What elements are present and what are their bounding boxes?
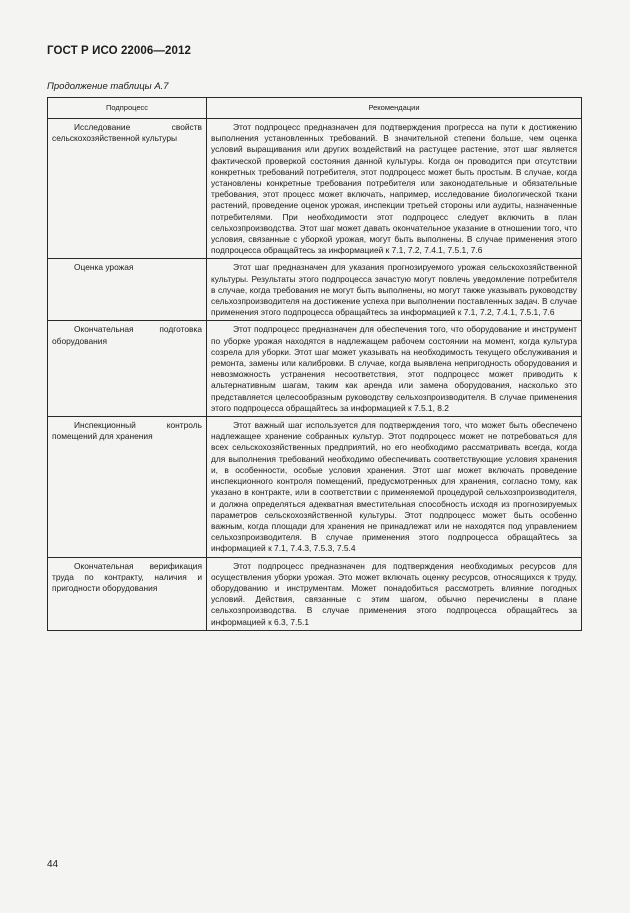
document-id: ГОСТ Р ИСО 22006—2012 (47, 45, 192, 57)
table-row (48, 321, 582, 417)
subprocess-text: Оценка урожая (74, 262, 134, 273)
subprocess-text: Окончательная верификация труда по контракту, наличия и пригодности оборудования (52, 560, 202, 593)
recommendation-text: Этот подпроцесс предназначен для подтверждения необходимых ресурсов для осуществления уборки урожая. Это может включать оценку ресурсов, относящихся к труду, оборудованию и инструментам. Может понадобиться рассмотреть влияние погодных условий. Действия, связанные с этим шагом, обычно перечислены в плане сельхозпроизводства. В случае применения этого подпроцесса обращайтесь за информацией к 6.3, 7.5.1 (211, 560, 577, 627)
column-header-subprocess: Подпроцесс (48, 98, 207, 119)
table-row (48, 417, 582, 557)
recommendation-text: Этот подпроцесс предназначен для обеспечения того, что оборудование и инструмент по уборке урожая находятся в надлежащем рабочем состоянии на момент, когда культура созрела для уборки. Этот шаг может указывать на необходимость текущего обслуживания и ремонта, замены или калибровки. В случае, когда выявлена непригодность оборудования и невозможность устранения несоответствия, этот подпроцесс может приводить к альтернативным шагам, таким как аренда или замена оборудования, насколько это представляется целесообразным руководству сельхозпроизводителя. В случае применения этого подпроцесса обращайтесь за информацией к 7.5.1, 8.2 (211, 324, 577, 413)
recommendation-text: Этот подпроцесс предназначен для подтверждения прогресса на пути к достижению выполнения установленных требований. В значительной степени больше, чем оценка условий выращивания или других воздействий на растущее растение, этот шаг является фактической проверкой состояния данной культуры. Когда он проводится при отсутствии конкретных требований потребителя, этот подпроцесс может быть простым. В случае, когда установлены конкретные требования потребителя или законодательные и обязательные требования, этот процесс может включать, например, исследование биологической ткани растений, проведение оценок урожая, инспекции третьей стороны или аудиты, назначенные потребителями. При необходимости этот подпроцесс следует включить в план сельхозпроизводства. Этот шаг может давать окончательное указание в отношении того, что условия, связанные с уборкой урожая, могут быть выполнены. В случае применения этого подпроцесса обращайтесь за информацией к 7.1, 7.2, 7.4.1, 7.5.1, 7.6 (211, 122, 577, 256)
recommendation-cell (207, 119, 582, 259)
subprocess-text: Исследование свойств сельскохозяйственной культуры (52, 122, 202, 144)
column-header-recommendations: Рекомендации (207, 98, 582, 119)
subprocess-text: Окончательная подготовка оборудования (52, 324, 202, 346)
subprocess-cell (48, 557, 207, 630)
recommendation-cell (207, 417, 582, 557)
table-header-row (48, 98, 582, 119)
recommendation-cell (207, 259, 582, 321)
recommendation-text: Этот шаг предназначен для указания прогнозируемого урожая сельскохозяйственной культуры. Результаты этого подпроцесса зачастую могут повлечь уведомление потребителя в случае, когда требования не могут быть выполнены, но могут также указывать руководству сельхозпроизводителя на достижение успеха при выполнении поставленных задач. В случае применения этого подпроцесса обращайтесь за информацией к 7.1, 7.2, 7.4.1, 7.5.1, 7.6 (211, 262, 577, 318)
table-row (48, 557, 582, 630)
recommendation-text: Этот важный шаг используется для подтверждения того, что может быть обеспечено надлежащее хранение собранных культур. Этот подпроцесс может не потребоваться для всех сельскохозяйственных предприятий, но его необходимо рассматривать всегда, когда для выполнения требований необходимо обеспечивать соответствующие условия хранения и, в особенности, особые условия хранения. Этот шаг может включать проведение инспекционного контроля помещений, предусмотренных для хранения, согласно тому, как указано в контракте, или в соответствии с применяемой процедурой сельхозпроизводителя, и должна определяться адекватная вместительная способность исходя из прогнозируемых параметров сельскохозяйственной культуры. Этот подпроцесс может быть особенно важным, когда площади для хранения не принадлежат или не находятся под управлением сельхозпроизводителя. В случае применения этого подпроцесса обращайтесь за информацией к 7.1, 7.4.3, 7.5.3, 7.5.4 (211, 420, 577, 554)
subprocess-cell (48, 417, 207, 557)
table-caption: Продолжение таблицы А.7 (47, 81, 169, 92)
table-row (48, 119, 582, 259)
table-row (48, 259, 582, 321)
recommendations-table (47, 97, 582, 631)
subprocess-text: Инспекционный контроль помещений для хранения (52, 420, 202, 442)
subprocess-cell (48, 119, 207, 259)
recommendation-cell (207, 321, 582, 417)
recommendation-cell (207, 557, 582, 630)
subprocess-cell (48, 259, 207, 321)
page-number: 44 (47, 859, 59, 870)
subprocess-cell (48, 321, 207, 417)
